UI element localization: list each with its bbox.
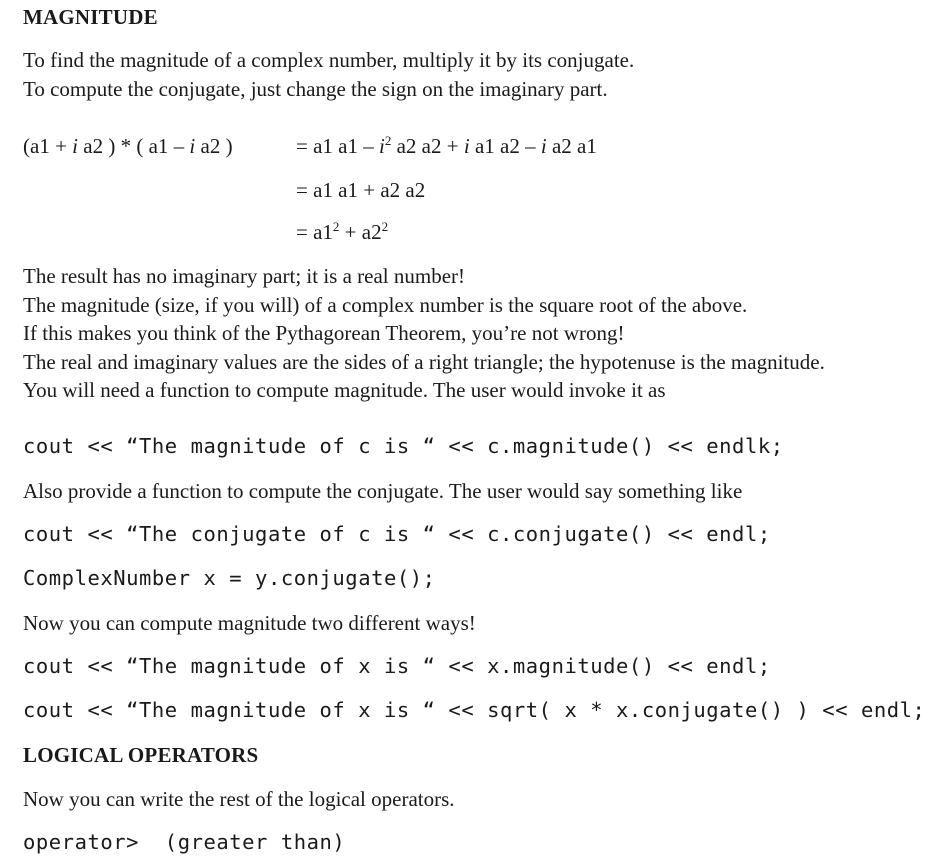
code-conjugate-usage: cout << “The conjugate of c is “ << c.conjugate() << endl; bbox=[23, 522, 771, 546]
math-equation-2: = a1 a1 + a2 a2 bbox=[296, 178, 426, 202]
result-line-2: The magnitude (size, if you will) of a complex number is the square root of the above. bbox=[23, 293, 748, 317]
math-equation-1: = a1 $a1 - i^2$ a2 a2 + i a1 a2 – i a2 a1 bbox=[296, 133, 597, 158]
intro-line-1: To find the magnitude of a complex number, multiply it by its conjugate. bbox=[23, 48, 635, 72]
heading-magnitude: MAGNITUDE bbox=[23, 5, 158, 29]
result-line-1: The result has no imaginary part; it is a real number! bbox=[23, 264, 466, 288]
heading-logical-operators: LOGICAL OPERATORS bbox=[23, 743, 259, 767]
code-operator-greater-than: operator> (greater than) bbox=[23, 830, 346, 854]
result-line-5: You will need a function to compute magnitude. The user would invoke it as bbox=[23, 378, 666, 402]
intro-line-2: To compute the conjugate, just change the sign on the imaginary part. bbox=[23, 77, 608, 101]
logical-operators-text: Now you can write the rest of the logical operators. bbox=[23, 787, 455, 811]
two-ways-text: Now you can compute magnitude two different ways! bbox=[23, 611, 476, 635]
result-line-3: If this makes you think of the Pythagorean Theorem, you’re not wrong! bbox=[23, 321, 625, 345]
result-line-4: The real and imaginary values are the sides of a right triangle; the hypotenuse is the magnitude. bbox=[23, 350, 825, 374]
math-lhs: (a1 + i a2 ) * ( a1 – i a2 ) bbox=[23, 134, 233, 158]
code-magnitude-way-2: cout << “The magnitude of x is “ << sqrt( x * x.conjugate() ) << endl; bbox=[23, 698, 926, 722]
code-complex-assignment: ComplexNumber x = y.conjugate(); bbox=[23, 566, 436, 590]
math-equation-3: = $a1^2 + a2^2$ bbox=[296, 219, 389, 244]
code-magnitude-way-1: cout << “The magnitude of x is “ << x.magnitude() << endl; bbox=[23, 654, 771, 678]
code-magnitude-usage: cout << “The magnitude of c is “ << c.magnitude() << endlk; bbox=[23, 434, 784, 458]
conjugate-intro-text: Also provide a function to compute the conjugate. The user would say something like bbox=[23, 479, 743, 503]
